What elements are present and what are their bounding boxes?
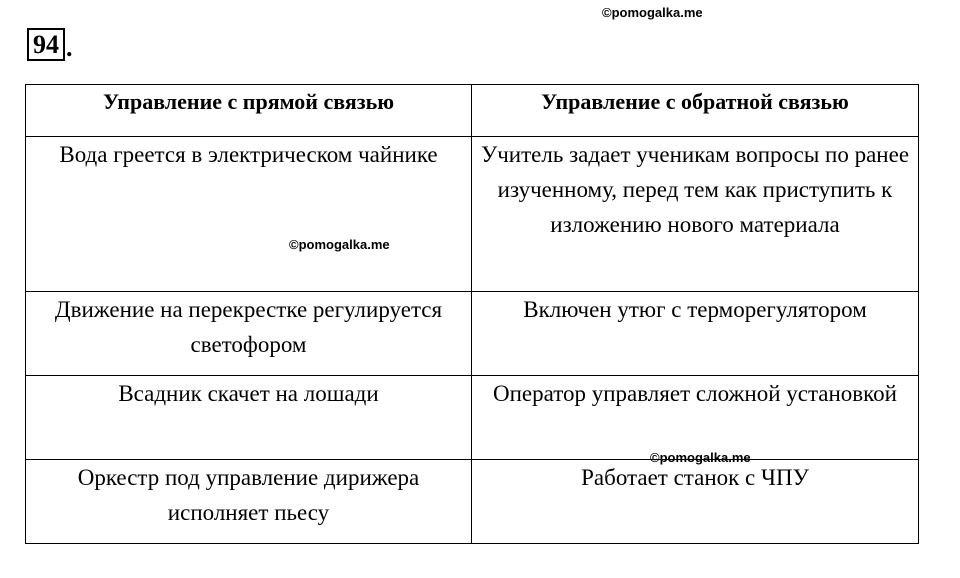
cell-direct: Всадник скачет на лошади — [26, 376, 472, 460]
task-number — [27, 28, 73, 61]
watermark-middle: ©pomogalka.me — [289, 237, 390, 252]
cell-feedback: Включен утюг с терморегулятором — [472, 292, 919, 376]
cell-feedback: Работает станок с ЧПУ — [472, 460, 919, 544]
table-row — [26, 376, 919, 460]
cell-feedback: Учитель задает ученикам вопросы по ранее изученному, перед тем как приступить к изложению нового материала — [472, 137, 919, 292]
watermark-top: ©pomogalka.me — [602, 5, 703, 20]
cell-feedback: Оператор управляет сложной установкой — [472, 376, 919, 460]
task-number-box: 94 — [27, 28, 65, 61]
header-feedback-control: Управление с обратной связью — [472, 85, 919, 137]
table-row — [26, 137, 919, 292]
watermark-bottom: ©pomogalka.me — [650, 450, 751, 465]
header-direct-control: Управление с прямой связью — [26, 85, 472, 137]
table-row — [26, 292, 919, 376]
task-number-dot: . — [66, 33, 73, 62]
table-header-row — [26, 85, 919, 137]
control-types-table — [25, 84, 919, 544]
cell-direct: Оркестр под управление дирижера исполняет пьесу — [26, 460, 472, 544]
table-row — [26, 460, 919, 544]
cell-direct: Движение на перекрестке регулируется светофором — [26, 292, 472, 376]
cell-direct: Вода греется в электрическом чайнике — [26, 137, 472, 292]
